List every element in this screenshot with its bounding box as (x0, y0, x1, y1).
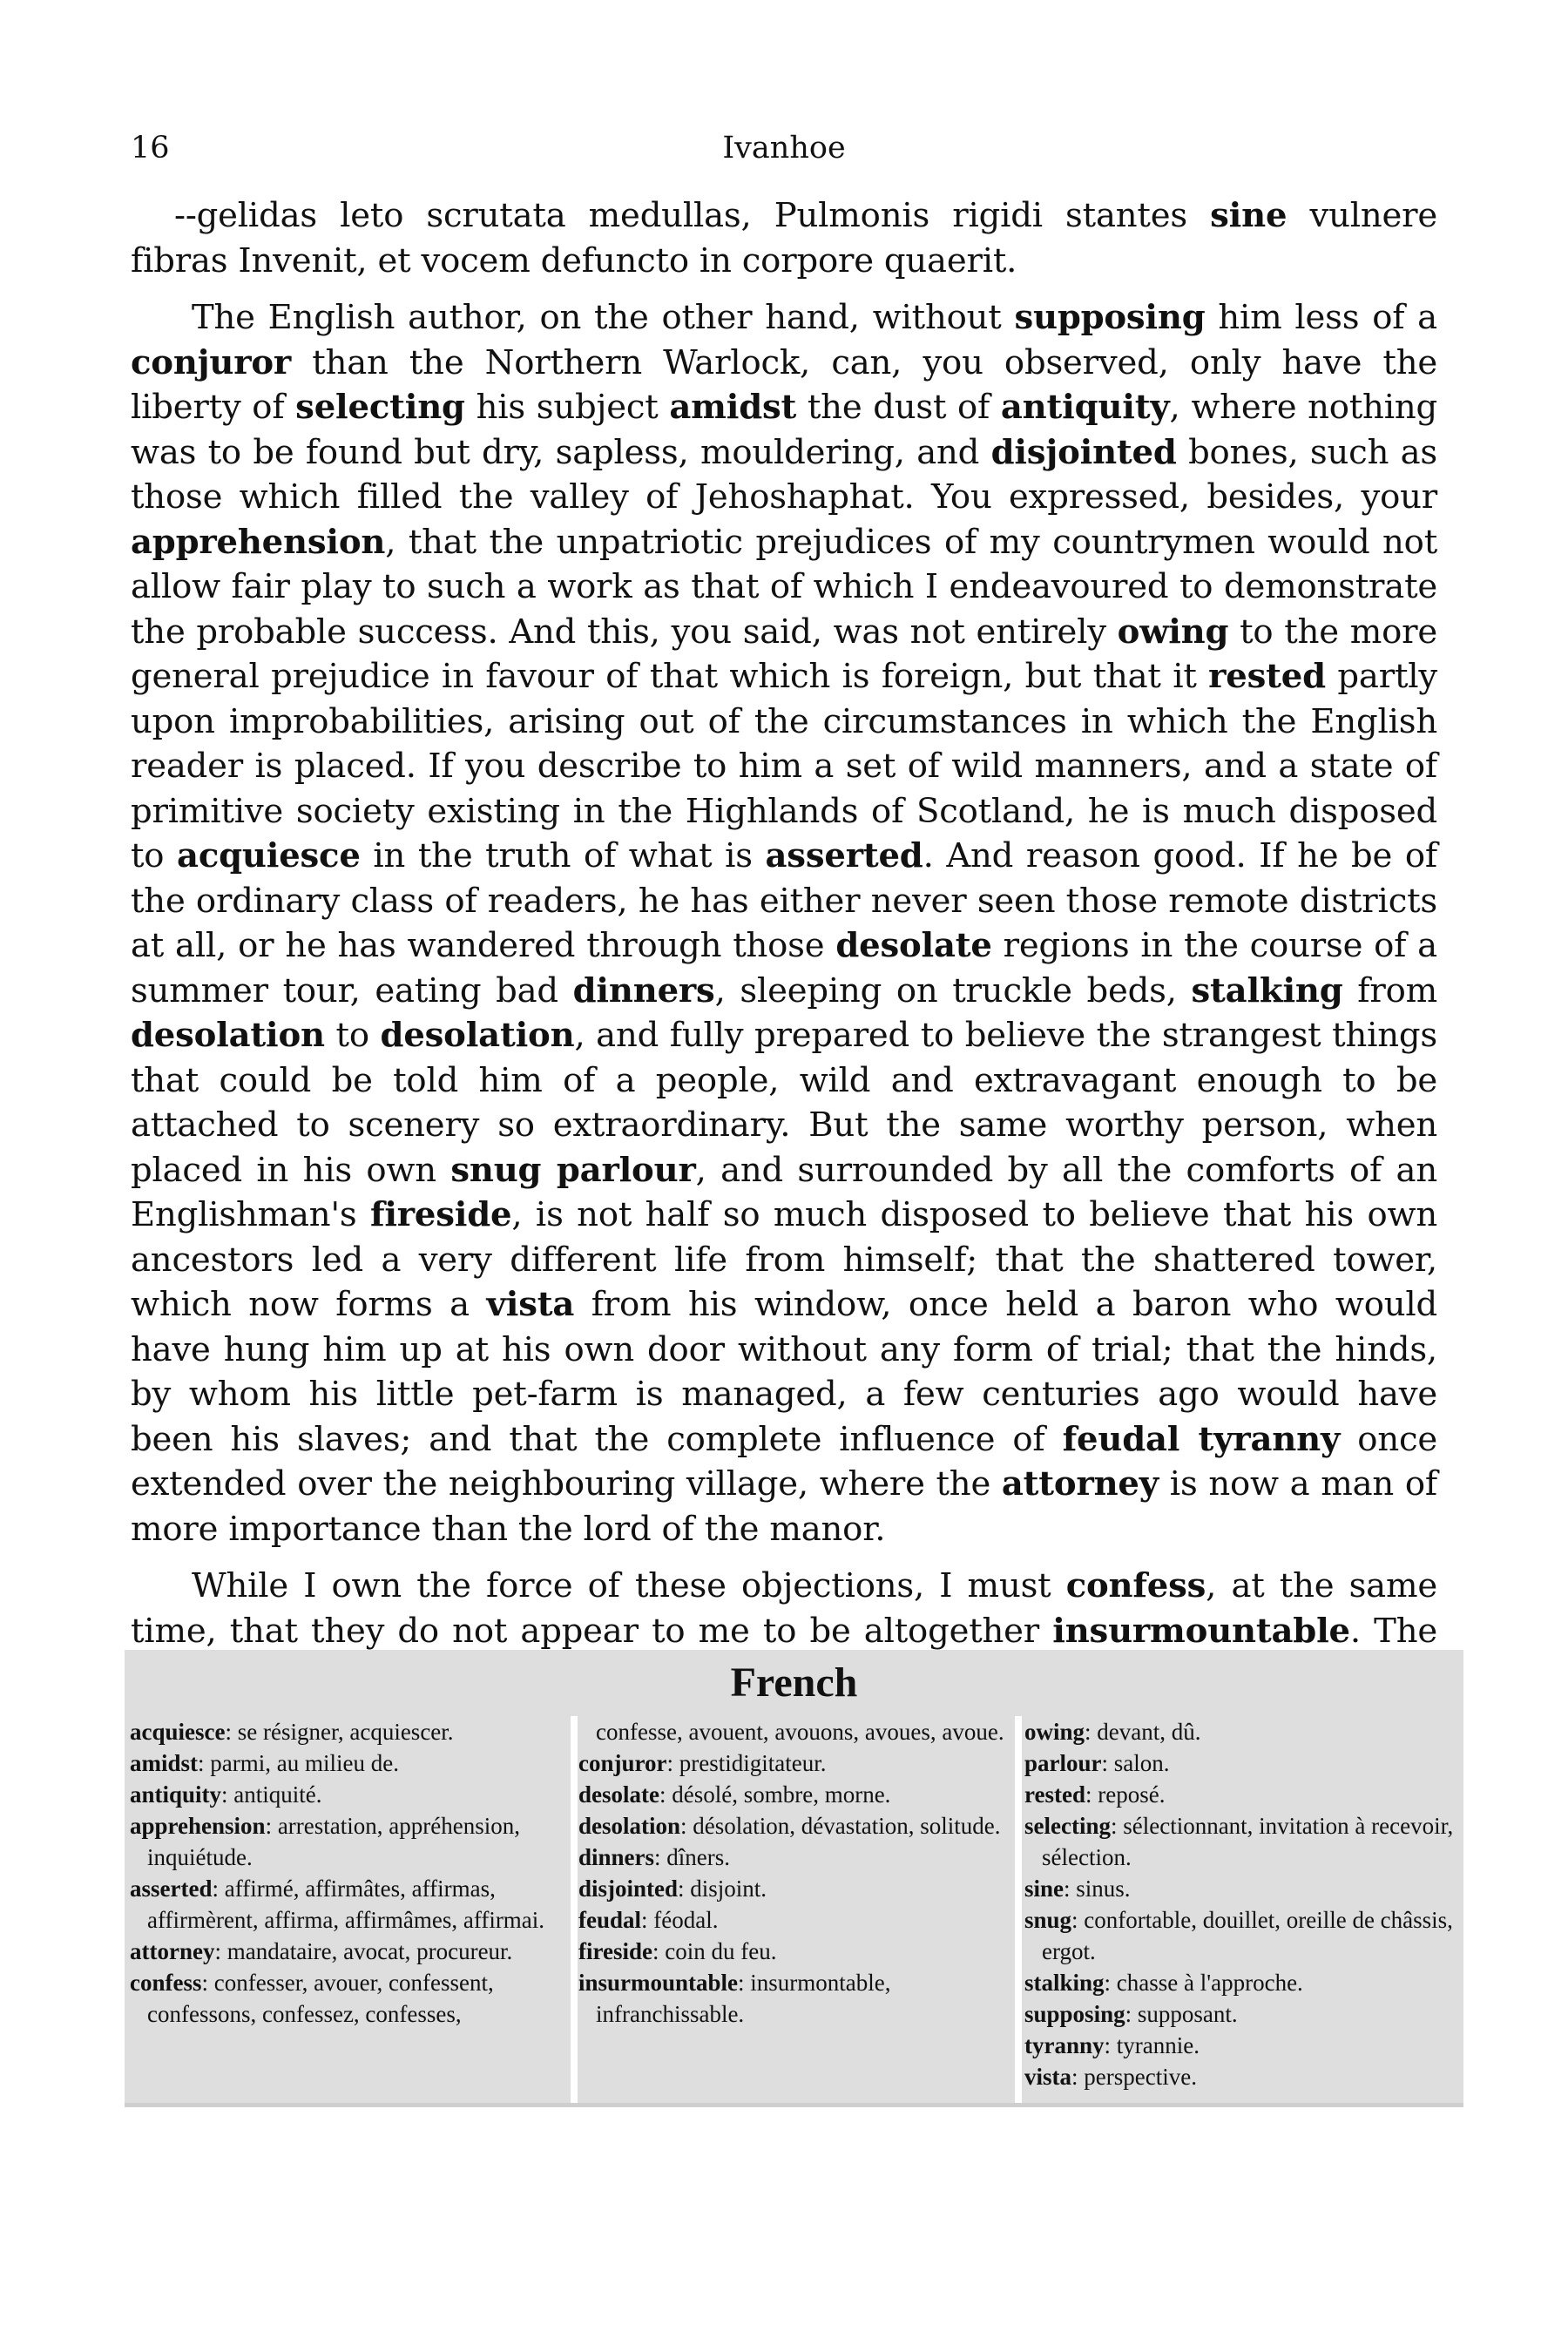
glossary-column-3 (1024, 1716, 1464, 2092)
glossary-continuation: confesse, avouent, avouons, avoues, avoue. (596, 1719, 1004, 1745)
glossary-entry (578, 1779, 1014, 1810)
glossary-term: confess (130, 1970, 202, 1996)
glossary-column-2 (578, 1716, 1014, 2030)
glossary-definition: : prestidigitateur. (666, 1750, 827, 1776)
glossary-definition: : disjoint. (678, 1876, 767, 1902)
glossary-term: vista (1024, 2064, 1071, 2090)
glossary-columns (130, 1716, 1458, 2103)
glossary-entry (578, 1967, 1014, 2030)
glossary-term: selecting (1024, 1813, 1111, 1839)
glossary-entry (1024, 1779, 1464, 1810)
glossary-definition: : féodal. (641, 1907, 719, 1933)
page-number: 16 (131, 131, 170, 166)
glossary-term: desolation (578, 1813, 681, 1839)
french-glossary (125, 1650, 1463, 2107)
glossary-entry (130, 1873, 570, 1936)
glossary-term: sine (1024, 1876, 1064, 1902)
glossary-term: antiquity (130, 1781, 222, 1808)
glossary-entry (1024, 1904, 1464, 1967)
glossary-definition: : reposé. (1085, 1781, 1166, 1808)
latin-quote: --gelidas leto scrutata medullas, Pulmonis rigidi stantes sine vulnere fibras Invenit, et vocem defuncto in corpore quaerit. (131, 196, 1437, 280)
vocabulary-word: apprehension (131, 522, 386, 562)
glossary-term: amidst (130, 1750, 199, 1776)
glossary-entry (130, 1747, 570, 1779)
glossary-term: parlour (1024, 1750, 1102, 1776)
vocabulary-word: snug parlour (450, 1150, 696, 1190)
glossary-entry (1024, 2030, 1464, 2061)
glossary-definition: : confesser, avouer, confessent, confessons, confessez, confesses, (147, 1970, 494, 2027)
book-title: Ivanhoe (722, 131, 846, 166)
glossary-entry (1024, 2061, 1464, 2092)
vocabulary-word: feudal tyranny (1062, 1419, 1341, 1459)
glossary-entry (578, 1810, 1014, 1842)
vocabulary-word: vista (486, 1285, 575, 1324)
glossary-definition: : arrestation, appréhension, inquiétude. (147, 1813, 520, 1870)
glossary-entry (578, 1842, 1014, 1873)
column-divider (571, 1716, 578, 2103)
glossary-column-2-list (578, 1747, 1014, 2030)
glossary-entry (130, 1779, 570, 1810)
glossary-entry (578, 1747, 1014, 1779)
glossary-definition: : tyrannie. (1104, 2032, 1200, 2058)
glossary-definition: : désolation, dévastation, solitude. (680, 1813, 1001, 1839)
glossary-term: feudal (578, 1907, 642, 1933)
vocabulary-word: amidst (669, 388, 797, 427)
glossary-column-1 (130, 1716, 570, 2030)
paragraph-1: The English author, on the other hand, without supposing him less of a conjuror than the Northern Warlock, can, you observed, only have the liberty of selecting his subject amidst the dust of antiquity, where nothing was to be found but dry, sapless, mouldering, and disjointed bones, such as those which filled the valley of Jehoshaphat. You expressed, besides, your apprehension, that the unpatriotic prejudices of my countrymen would not allow fair play to such a work as that of which I endeavoured to demonstrate the probable success. And this, you said, was not entirely owing to the more general prejudice in favour of that which is foreign, but that it rested partly upon improbabilities, arising out of the circumstances in which the English reader is placed. If you describe to him a set of wild manners, and a state of primitive society existing in the Highlands of Scotland, he is much disposed to acquiesce in the truth of what is asserted. And reason good. If he be of the ordinary class of readers, he has either never seen those remote districts at all, or he has wandered through those desolate regions in the course of a summer tour, eating bad dinners, sleeping on truckle beds, stalking from desolation to desolation, and fully prepared to believe the strangest things that could be told him of a people, wild and extravagant enough to be attached to scenery so extraordinary. But the same worthy person, when placed in his own snug parlour, and surrounded by all the comforts of an Englishman's fireside, is not half so much disposed to believe that his own ancestors led a very different life from himself; that the shattered tower, which now forms a vista from his window, once held a baron who would have hung him up at his own door without any form of trial; that the hinds, by whom his little pet-farm is managed, a few centuries ago would have been his slaves; and that the complete influence of feudal tyranny once extended over the neighbouring village, where the attorney is now a man of more importance than the lord of the manor. (131, 298, 1438, 1549)
glossary-entry (1024, 1716, 1464, 1747)
glossary-definition: : coin du feu. (652, 1938, 777, 1964)
glossary-term: disjointed (578, 1876, 679, 1902)
vocabulary-word: fireside (369, 1195, 512, 1234)
glossary-entry (130, 1967, 570, 2030)
vocabulary-word: supposing (1014, 298, 1206, 337)
paragraph-2: While I own the force of these objections, I must confess, at the same time, that they do not appear to me to be altogether insurmountable. The (131, 1566, 1437, 1651)
glossary-term: stalking (1024, 1970, 1105, 1996)
column-divider (1015, 1716, 1022, 2103)
vocabulary-word: acquiesce (177, 836, 361, 875)
vocabulary-word: attorney (1001, 1464, 1159, 1504)
glossary-entry (1024, 1747, 1464, 1779)
vocabulary-word: dinners (572, 970, 715, 1010)
glossary-entry (130, 1936, 570, 1967)
glossary-term: snug (1024, 1907, 1072, 1933)
glossary-definition: : parmi, au milieu de. (198, 1750, 399, 1776)
glossary-entry (1024, 1967, 1464, 1998)
glossary-entry (1024, 1998, 1464, 2030)
glossary-definition: : supposant. (1125, 2001, 1238, 2027)
glossary-definition: : insurmontable, infranchissable. (596, 1970, 891, 2027)
vocabulary-word: rested (1208, 657, 1326, 696)
glossary-term: rested (1024, 1781, 1085, 1808)
glossary-entry (1024, 1873, 1464, 1904)
glossary-entry (578, 1936, 1014, 1967)
glossary-entry (1024, 1810, 1464, 1873)
vocabulary-word: sine (1210, 196, 1288, 235)
glossary-term: owing (1024, 1719, 1085, 1745)
glossary-term: asserted (130, 1876, 213, 1902)
vocabulary-word: confess (1065, 1566, 1206, 1605)
glossary-entry (130, 1810, 570, 1873)
glossary-term: apprehension (130, 1813, 266, 1839)
glossary-term: acquiesce (130, 1719, 226, 1745)
glossary-entry (130, 1716, 570, 1747)
vocabulary-word: disjointed (990, 432, 1177, 472)
glossary-definition: : affirmé, affirmâtes, affirmas, affirmèrent, affirma, affirmâmes, affirmai. (147, 1876, 545, 1933)
glossary-definition: : sélectionnant, invitation à recevoir, sélection. (1042, 1813, 1454, 1870)
vocabulary-word: desolation (380, 1016, 575, 1055)
glossary-definition: : antiquité. (221, 1781, 322, 1808)
glossary-term: conjuror (578, 1750, 667, 1776)
glossary-term: fireside (578, 1938, 652, 1964)
vocabulary-word: antiquity (1000, 388, 1170, 427)
vocabulary-word: desolation (131, 1016, 325, 1055)
glossary-term: insurmountable (578, 1970, 739, 1996)
glossary-definition: : dîners. (654, 1844, 731, 1870)
glossary-definition: : mandataire, avocat, procureur. (214, 1938, 513, 1964)
vocabulary-word: desolate (835, 926, 992, 965)
glossary-term: attorney (130, 1938, 215, 1964)
glossary-entry (578, 1904, 1014, 1936)
glossary-definition: : désolé, sombre, morne. (659, 1781, 891, 1808)
vocabulary-word: selecting (295, 388, 465, 427)
vocabulary-word: asserted (765, 836, 923, 875)
glossary-definition: : perspective. (1071, 2064, 1197, 2090)
glossary-entry (578, 1873, 1014, 1904)
glossary-term: supposing (1024, 2001, 1125, 2027)
glossary-definition: : se résigner, acquiescer. (225, 1719, 454, 1745)
main-text (131, 193, 1437, 1711)
glossary-title: French (730, 1659, 858, 1706)
glossary-term: tyranny (1024, 2032, 1105, 2058)
glossary-definition: : confortable, douillet, oreille de châssis, ergot. (1042, 1907, 1453, 1964)
vocabulary-word: insurmountable (1052, 1611, 1350, 1651)
glossary-term: desolate (578, 1781, 659, 1808)
vocabulary-word: stalking (1191, 970, 1343, 1010)
glossary-term: dinners (578, 1844, 655, 1870)
vocabulary-word: owing (1117, 612, 1229, 652)
running-header (131, 131, 1437, 176)
glossary-definition: : salon. (1101, 1750, 1170, 1776)
glossary-definition: : sinus. (1064, 1876, 1131, 1902)
glossary-definition: : chasse à l'approche. (1104, 1970, 1303, 1996)
glossary-definition: : devant, dû. (1085, 1719, 1201, 1745)
vocabulary-word: conjuror (131, 342, 292, 382)
